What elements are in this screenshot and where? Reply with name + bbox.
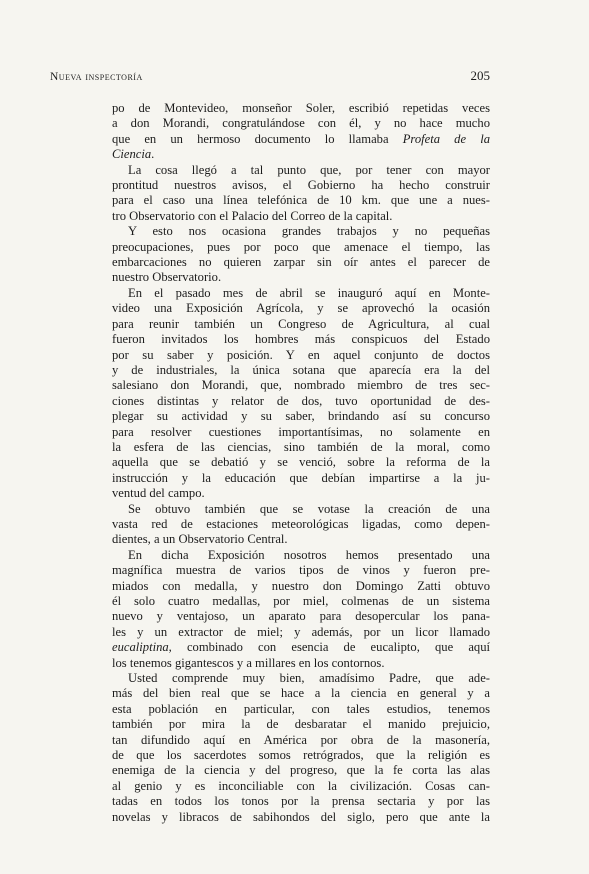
line-text-after: . bbox=[151, 147, 155, 162]
text-line bbox=[112, 255, 490, 270]
line-text: prontitud nuestros avisos, el Gobierno ha hecho construir bbox=[112, 178, 490, 193]
line-text: y de industriales, la única sotana que aparecía era la del bbox=[112, 362, 490, 377]
text-line bbox=[112, 332, 490, 347]
line-text: a don Morandi, congratulándose con él, y no hace mucho bbox=[112, 116, 490, 131]
page-number: 205 bbox=[470, 68, 490, 83]
text-line bbox=[112, 702, 490, 717]
text-line bbox=[112, 733, 490, 748]
text-line bbox=[112, 548, 490, 563]
line-text: Usted comprende muy bien, amadísimo Padre, que ade- bbox=[128, 671, 490, 686]
line-text: magnífica muestra de varios tipos de vinos y fueron pre- bbox=[112, 563, 490, 578]
text-line bbox=[112, 301, 490, 316]
line-text: aquella que se debatió y se venció, sobre la reforma de la bbox=[112, 455, 490, 470]
text-line bbox=[112, 270, 490, 285]
text-line bbox=[112, 686, 490, 701]
line-text: enemiga de la ciencia y del progreso, que la fe corta las alas bbox=[112, 763, 490, 778]
line-text: salesiano don Morandi, que, nombrado miembro de tres sec- bbox=[112, 378, 490, 393]
running-title: Nueva inspectoría bbox=[50, 71, 143, 83]
text-line bbox=[112, 240, 490, 255]
text-line bbox=[112, 609, 490, 624]
text-line bbox=[112, 378, 490, 393]
line-text: para resolver cuestiones importantísimas, no solamente en bbox=[112, 424, 490, 439]
line-text: para el caso una línea telefónica de 10 km. que une a nues- bbox=[112, 193, 490, 208]
text-line bbox=[112, 625, 490, 640]
text-line bbox=[112, 517, 490, 532]
text-line bbox=[112, 579, 490, 594]
line-text: por su saber y posición. Y en aquel conjunto de doctos bbox=[112, 347, 490, 362]
line-text: más del bien real que se hace a la ciencia en general y a bbox=[112, 686, 490, 701]
text-line bbox=[112, 286, 490, 301]
text-line bbox=[112, 116, 490, 131]
italic-text: Profeta de la bbox=[402, 131, 490, 146]
text-line bbox=[112, 193, 490, 208]
text-line bbox=[112, 394, 490, 409]
body-text bbox=[112, 101, 490, 825]
text-line bbox=[112, 132, 490, 147]
line-text: instrucción y la educación que debían impartirse a la ju- bbox=[112, 470, 490, 485]
line-text: novelas y libracos de sabihondos del siglo, pero que ante la bbox=[112, 809, 490, 824]
line-text: Y esto nos ocasiona grandes trabajos y no pequeñas bbox=[128, 224, 490, 239]
line-text: preocupaciones, pues por poco que amenace el tiempo, las bbox=[112, 239, 490, 254]
line-text: para reunir también un Congreso de Agricultura, al cual bbox=[112, 316, 490, 331]
line-text: miados con medalla, y nuestro don Domingo Zatti obtuvo bbox=[112, 578, 490, 593]
line-text: nuestro Observatorio. bbox=[112, 270, 222, 285]
text-line bbox=[112, 425, 490, 440]
line-text: ciones distintas y relator de dos, tuvo oportunidad de des- bbox=[112, 393, 490, 408]
text-line bbox=[112, 440, 490, 455]
text-line bbox=[112, 348, 490, 363]
text-line bbox=[112, 640, 490, 655]
line-text-after: combinado con esencia de eucalipto, que aquí bbox=[171, 640, 490, 655]
line-text: los tenemos gigantescos y a millares en los contornos. bbox=[112, 655, 385, 670]
text-line bbox=[112, 532, 490, 547]
line-text: al genio y es inconciliable con la civilización. Cosas can- bbox=[112, 778, 490, 793]
text-line bbox=[112, 779, 490, 794]
line-text: dientes, a un Observatorio Central. bbox=[112, 532, 288, 547]
line-text: fueron invitados los hombres más conspicuos del Estado bbox=[112, 332, 490, 347]
line-text: embarcaciones no quieren zarpar sin oír antes el parecer de bbox=[112, 255, 490, 270]
text-line bbox=[112, 794, 490, 809]
line-text: él solo cuatro medallas, por miel, colmenas de un sistema bbox=[112, 594, 490, 608]
text-line bbox=[112, 224, 490, 239]
line-text: tadas en todos los tonos por la prensa sectaria y por las bbox=[112, 794, 490, 809]
line-text: de que los sacerdotes somos retrógrados, que la religión es bbox=[112, 748, 490, 763]
text-line bbox=[112, 717, 490, 732]
line-text: po de Montevideo, monseñor Soler, escribió repetidas veces bbox=[112, 101, 490, 115]
text-line bbox=[112, 363, 490, 378]
text-line bbox=[112, 486, 490, 501]
text-line bbox=[112, 502, 490, 517]
text-line bbox=[112, 163, 490, 178]
text-line bbox=[112, 656, 490, 671]
line-text: nuevo y ventajoso, un aparato para desopercular los pana- bbox=[112, 609, 490, 624]
line-text: La cosa llegó a tal punto que, por tener con mayor bbox=[128, 162, 490, 177]
italic-text: eucaliptina, bbox=[112, 640, 172, 655]
text-line bbox=[112, 101, 490, 116]
text-line bbox=[112, 671, 490, 686]
line-text: también por mira la de desbaratar el manido prejuicio, bbox=[112, 717, 490, 732]
text-line bbox=[112, 209, 490, 224]
text-line bbox=[112, 810, 490, 825]
line-text: plegar su actividad y su saber, brindando así su concurso bbox=[112, 409, 490, 424]
line-text: tan difundido aquí en América por obra de la masonería, bbox=[112, 732, 490, 747]
line-text: tro Observatorio con el Palacio del Correo de la capital. bbox=[112, 208, 393, 223]
text-line bbox=[112, 409, 490, 424]
line-text: En el pasado mes de abril se inauguró aquí en Monte- bbox=[128, 285, 490, 300]
text-line bbox=[112, 147, 490, 162]
line-text: la esfera de las ciencias, sino también de la moral, como bbox=[112, 439, 490, 454]
text-line bbox=[112, 763, 490, 778]
line-text: vasta red de estaciones meteorológicas ligadas, como depen- bbox=[112, 516, 490, 531]
line-text: esta población en particular, con tales estudios, tenemos bbox=[112, 701, 490, 716]
line-text: ventud del campo. bbox=[112, 486, 205, 501]
line-text: les y un extractor de miel; y además, por un licor llamado bbox=[112, 624, 490, 639]
text-line bbox=[112, 317, 490, 332]
text-line bbox=[112, 471, 490, 486]
line-text: Se obtuvo también que se votase la creación de una bbox=[128, 501, 490, 516]
line-text: video una Exposición Agrícola, y se aprovechó la ocasión bbox=[112, 301, 490, 316]
italic-text: Ciencia bbox=[112, 147, 152, 162]
line-text: En dicha Exposición nosotros hemos presentado una bbox=[128, 547, 490, 562]
line-text: que en un hermoso documento lo llamaba bbox=[112, 131, 403, 146]
text-line bbox=[112, 563, 490, 578]
text-line bbox=[112, 594, 490, 609]
text-line bbox=[112, 748, 490, 763]
text-line bbox=[112, 455, 490, 470]
text-line bbox=[112, 178, 490, 193]
page-header bbox=[50, 68, 490, 84]
